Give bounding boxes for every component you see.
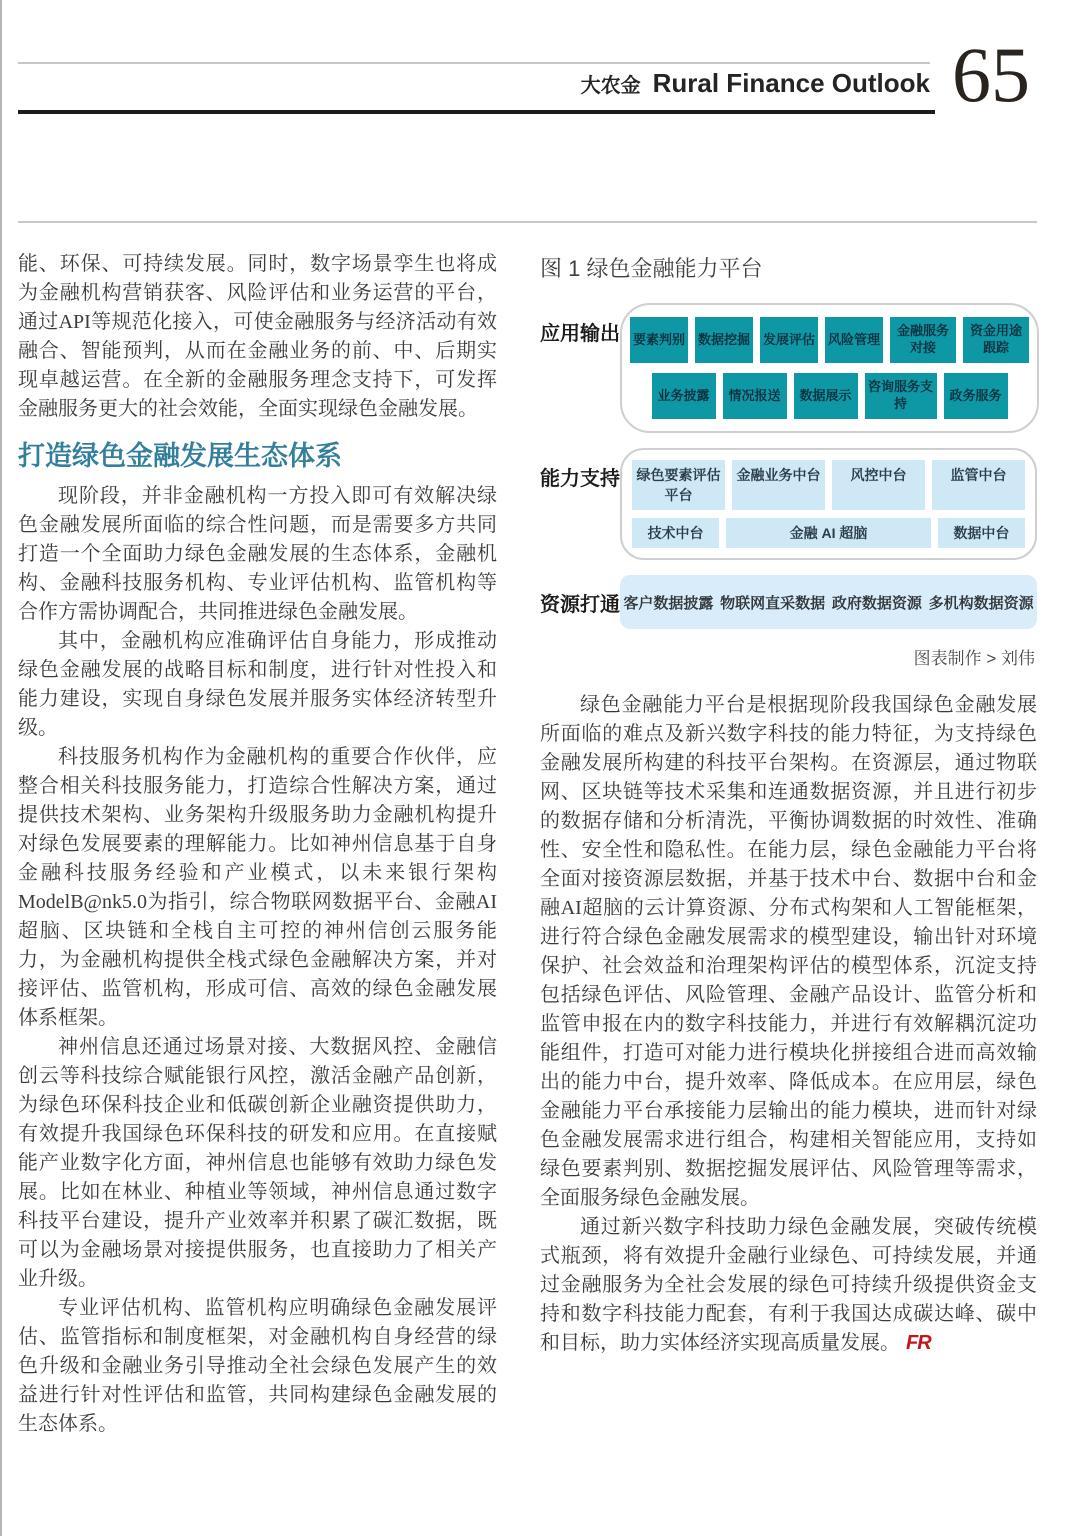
resource-band — [620, 575, 1037, 629]
figure-caption: 图表制作 > 刘伟 — [913, 649, 1035, 668]
page-number: 65 — [952, 31, 1030, 118]
figure-layer-capability-support — [540, 448, 1037, 560]
app-box-row — [630, 317, 1029, 363]
app-output-box: 业务披露 — [652, 373, 716, 419]
resource-item: 政府数据资源 — [831, 594, 922, 612]
capability-box-row — [632, 518, 1025, 548]
body-paragraph — [540, 1213, 1037, 1358]
app-output-box: 数据挖掘 — [695, 317, 753, 363]
capability-box: 风控中台 — [832, 460, 925, 510]
capability-support-panel — [620, 448, 1037, 560]
content-top-rule — [18, 221, 1037, 223]
app-output-box: 金融服务对接 — [890, 317, 956, 363]
left-column — [18, 250, 497, 1439]
section-heading: 打造绿色金融发展生态体系 — [18, 441, 342, 471]
layer-label: 资源打通 — [540, 593, 620, 616]
layer-label: 能力支持 — [540, 468, 620, 490]
capability-box: 技术中台 — [632, 518, 719, 548]
app-output-box: 数据展示 — [794, 373, 858, 419]
body-paragraph: 现阶段，并非金融机构一方投入即可有效解决绿色金融发展所面临的综合性问题，而是需要多方共同打造一个全面助力绿色金融发展的生态体系，金融机构、金融科技服务机构、专业评估机构、监管机构等合作方需协调配合，共同推进绿色金融发展。 — [18, 485, 497, 624]
left-page-rule — [0, 0, 2, 1536]
brand-name-english: Rural Finance Outlook — [652, 68, 930, 98]
app-output-box: 资金用途跟踪 — [963, 317, 1029, 363]
body-paragraph: 能、环保、可持续发展。同时，数字场景孪生也将成为金融机构营销获客、风险评估和业务运营的平台，通过API等规范化接入，可使金融服务与经济活动有效融合、智能预判，从而在金融业务的前、中、后期实现卓越运营。在全新的金融服务理念支持下，可发挥金融服务更大的社会效能，全面实现绿色金融发展。 — [18, 253, 497, 420]
resource-item: 多机构数据资源 — [928, 594, 1034, 612]
capability-box-row — [632, 460, 1025, 510]
right-column — [540, 250, 1037, 1358]
capability-box: 金融业务中台 — [732, 460, 825, 510]
brand-name-chinese: 大农金 — [580, 75, 641, 97]
end-of-article-mark: FR — [906, 1332, 931, 1354]
figure-layer-resource-connection — [540, 575, 1037, 629]
figure-layer-application-output — [540, 303, 1037, 433]
resource-item: 客户数据披露 — [623, 594, 714, 612]
header-top-rule — [18, 62, 930, 64]
capability-box: 绿色要素评估平台 — [632, 460, 725, 510]
application-output-panel — [620, 303, 1039, 433]
body-paragraph: 其中，金融机构应准确评估自身能力，形成推动绿色金融发展的战略目标和制度，进行针对性投入和能力建设，实现自身绿色发展并服务实体经济转型升级。 — [18, 630, 497, 740]
paragraph-text: 通过新兴数字科技助力绿色金融发展，突破传统模式瓶颈，将有效提升金融行业绿色、可持续发展，并通过金融服务为全社会发展的绿色可持续升级提供资金支持和数字科技能力配套，有利于我国达成碳达峰、碳中和目标，助力实体经济实现高质量发展。 — [540, 1216, 1037, 1354]
app-output-box: 咨询服务支持 — [865, 373, 937, 419]
layer-label: 应用输出 — [540, 323, 620, 345]
header-bottom-rule — [18, 110, 935, 114]
app-output-box: 风险管理 — [825, 317, 883, 363]
capability-box: 数据中台 — [938, 518, 1025, 548]
body-paragraph: 神州信息还通过场景对接、大数据风控、金融信创云等科技综合赋能银行风控，激活金融产品创新，为绿色环保科技企业和低碳创新企业融资提供助力，有效提升我国绿色环保科技的研发和应用。在直接赋能产业数字化方面，神州信息也能够有效助力绿色发展。比如在林业、种植业等领域，神州信息通过数字科技平台建设，提升产业效率并积累了碳汇数据，既可以为金融场景对接提供服务，也直接助力了相关产业升级。 — [18, 1036, 497, 1291]
resource-item: 物联网直采数据 — [720, 594, 826, 612]
header-brand — [18, 68, 930, 99]
figure-title: 图 1 绿色金融能力平台 — [540, 256, 763, 281]
app-output-box: 要素判别 — [630, 317, 688, 363]
app-output-box: 情况报送 — [723, 373, 787, 419]
app-box-row — [630, 373, 1029, 419]
body-paragraph: 专业评估机构、监管机构应明确绿色金融发展评估、监管指标和制度框架，对金融机构自身经营的绿色升级和金融业务引导推动全社会绿色发展产生的效益进行针对性评估和监管，共同构建绿色金融发展的生态体系。 — [18, 1297, 497, 1436]
app-output-box: 政务服务 — [944, 373, 1008, 419]
capability-box: 金融 AI 超脑 — [726, 518, 931, 548]
body-paragraph: 绿色金融能力平台是根据现阶段我国绿色金融发展所面临的难点及新兴数字科技的能力特征，为支持绿色金融发展所构建的科技平台架构。在资源层，通过物联网、区块链等技术采集和连通数据资源，并且进行初步的数据存储和分析清洗，平衡协调数据的时效性、准确性、安全性和隐私性。在能力层，绿色金融能力平台将全面对接资源层数据，并基于技术中台、数据中台和金融AI超脑的云计算资源、分布式构架和人工智能框架，进行符合绿色金融发展需求的模型建设，输出针对环境保护、社会效益和治理架构评估的模型体系，沉淀支持包括绿色评估、风险管理、金融产品设计、监管分析和监管申报在内的数字科技能力，并进行有效解耦沉淀功能组件，打造可对能力进行模块化拼接组合进而高效输出的能力中台，提升效率、降低成本。在应用层，绿色金融能力平台承接能力层输出的能力模块，进而针对绿色金融发展需求进行组合，构建相关智能应用，支持如绿色要素判别、数据挖掘发展评估、风险管理等需求，全面服务绿色金融发展。 — [540, 694, 1037, 1209]
capability-box: 监管中台 — [932, 460, 1025, 510]
body-paragraph: 科技服务机构作为金融机构的重要合作伙伴，应整合相关科技服务能力，打造综合性解决方案，通过提供技术架构、业务架构升级服务助力金融机构提升对绿色发展要素的理解能力。比如神州信息基于自身金融科技服务经验和产业模式，以未来银行架构ModelB@nk5.0为指引，综合物联网数据平台、金融AI超脑、区块链和全栈自主可控的神州信创云服务能力，为金融机构提供全栈式绿色金融解决方案，并对接评估、监管机构，形成可信、高效的绿色金融发展体系框架。 — [18, 746, 497, 1030]
app-output-box: 发展评估 — [760, 317, 818, 363]
